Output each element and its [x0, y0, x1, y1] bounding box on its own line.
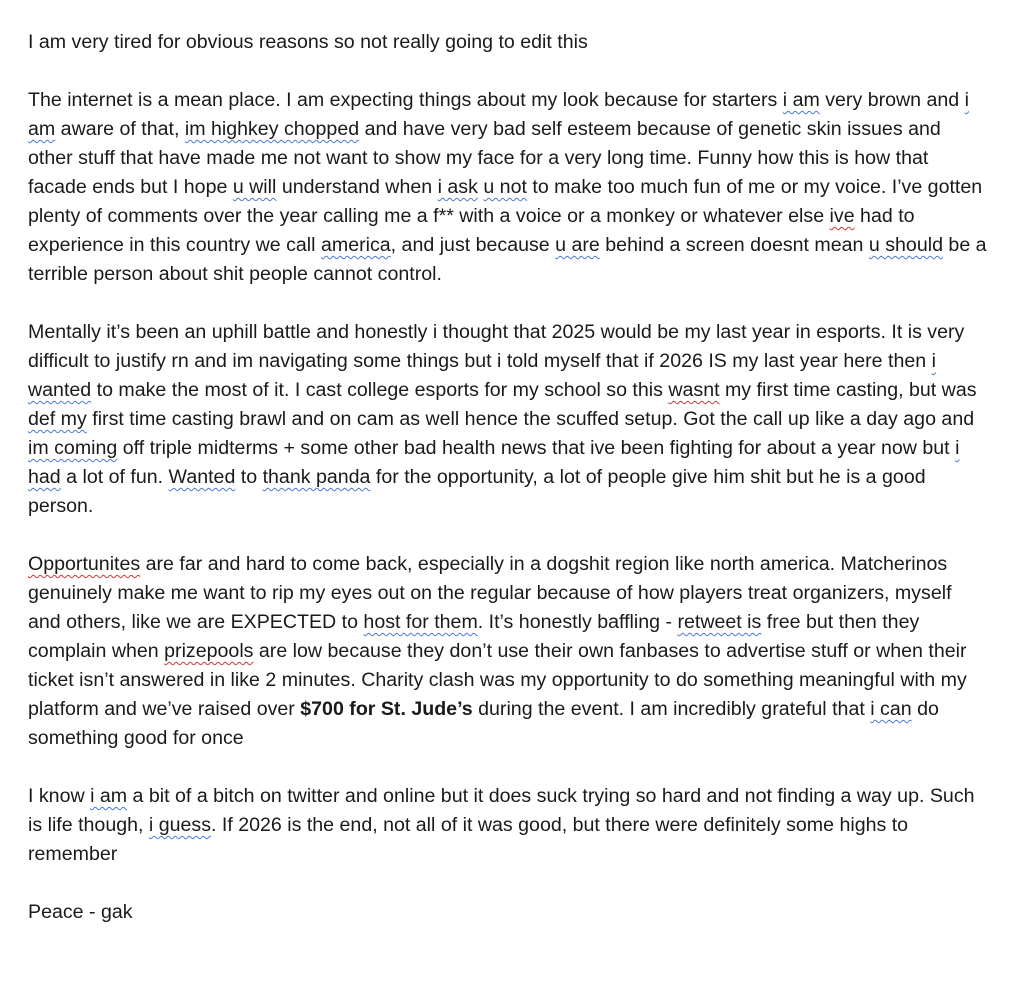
text-run: first time casting brawl and on cam as well hence the scuffed setup. Got the call up like a day ago and — [86, 408, 975, 430]
text-run: during the event. I am incredibly grateful that — [472, 698, 871, 720]
grammar-flagged-text: def my — [28, 408, 87, 430]
grammar-flagged-text: i am — [782, 89, 820, 111]
paragraph-internet — [28, 86, 988, 289]
text-run: off triple midterms + some other bad health news that ive been fighting for about a year now but — [117, 437, 956, 459]
text-run: free but then they complain when — [28, 611, 920, 662]
text-run: I am very tired for obvious reasons so not really going to edit this — [28, 31, 588, 53]
text-run: Mentally it’s been an uphill battle and honestly i thought that 2025 would be my last year in esports. It is very difficult to justify rn and im navigating some things but i told myself that if 2026 IS my last year here then — [28, 321, 965, 372]
grammar-flagged-text: u will — [232, 176, 277, 198]
text-run: are low because they don’t use their own fanbases to advertise stuff or when their ticket isn’t answered in like 2 minutes. Charity clash was my opportunity to do something meaningful with my platform and we’ve raised over — [28, 640, 967, 720]
spelling-flagged-text: wasnt — [668, 379, 720, 401]
grammar-flagged-text: i guess — [148, 814, 211, 836]
text-run: my first time casting, but was — [719, 379, 977, 401]
text-run: a bit of a bitch on twitter and online but it does suck trying so hard and not finding a way up. Such is life though, — [28, 785, 975, 836]
text-run: understand when — [276, 176, 438, 198]
grammar-flagged-text: i can — [870, 698, 912, 720]
text-run: do something good for once — [28, 698, 939, 749]
text-run: , and just because — [390, 234, 556, 256]
grammar-flagged-text: u are — [555, 234, 600, 256]
grammar-flagged-text: i wanted — [28, 350, 936, 401]
document-body — [28, 28, 988, 927]
grammar-flagged-text: retweet is — [677, 611, 762, 633]
text-run: behind a screen doesnt mean — [599, 234, 869, 256]
text-run: I know — [28, 785, 91, 807]
text-run: to — [235, 466, 263, 488]
bold-text: $700 for St. Jude’s — [300, 698, 473, 720]
grammar-flagged-text: i had — [28, 437, 960, 488]
text-run: . If 2026 is the end, not all of it was good, but there were definitely some highs to remember — [28, 814, 909, 865]
grammar-flagged-text: Wanted — [168, 466, 236, 488]
grammar-flagged-text: im coming — [28, 437, 118, 459]
paragraph-opportunities — [28, 550, 988, 753]
text-run: for the opportunity, a lot of people give him shit but he is a good person. — [28, 466, 926, 517]
text-run: a lot of fun. — [60, 466, 169, 488]
text-run: had to experience in this country we call — [28, 205, 915, 256]
paragraph-intro — [28, 28, 988, 57]
text-run: Peace - gak — [28, 901, 133, 923]
grammar-flagged-text: host for them — [363, 611, 478, 633]
text-run: very brown and — [819, 89, 965, 111]
spelling-flagged-text: prizepools — [164, 640, 254, 662]
grammar-flagged-text: i am — [90, 785, 128, 807]
paragraph-signoff — [28, 898, 988, 927]
grammar-flagged-text: america — [320, 234, 391, 256]
text-run: and have very bad self esteem because of genetic skin issues and other stuff that have made me not want to show my face for a very long time. Funny how this is how that facade ends but I hope — [28, 118, 941, 198]
spelling-flagged-text: Opportunites — [28, 553, 141, 575]
spelling-flagged-text: ive — [829, 205, 855, 227]
grammar-flagged-text: u not — [483, 176, 527, 198]
paragraph-mental — [28, 318, 988, 521]
text-run: to make too much fun of me or my voice. I’ve gotten plenty of comments over the year calling me a f** with a voice or a monkey or whatever else — [28, 176, 983, 227]
grammar-flagged-text: i am — [28, 89, 970, 140]
paragraph-closing — [28, 782, 988, 869]
text-run: be a terrible person about shit people cannot control. — [28, 234, 987, 285]
grammar-flagged-text: u should — [868, 234, 943, 256]
grammar-flagged-text: thank panda — [262, 466, 371, 488]
text-run: are far and hard to come back, especially in a dogshit region like north america. Matcherinos genuinely make me want to rip my eyes out on the regular because of how players treat organizers, myself and others, like we are EXPECTED to — [28, 553, 952, 633]
text-run: aware of that, — [55, 118, 185, 140]
grammar-flagged-text: im highkey chopped — [184, 118, 360, 140]
text-run: . It’s honestly baffling - — [477, 611, 678, 633]
text-run: The internet is a mean place. I am expecting things about my look because for starters — [28, 89, 783, 111]
grammar-flagged-text: i ask — [437, 176, 478, 198]
text-run: to make the most of it. I cast college esports for my school so this — [91, 379, 669, 401]
